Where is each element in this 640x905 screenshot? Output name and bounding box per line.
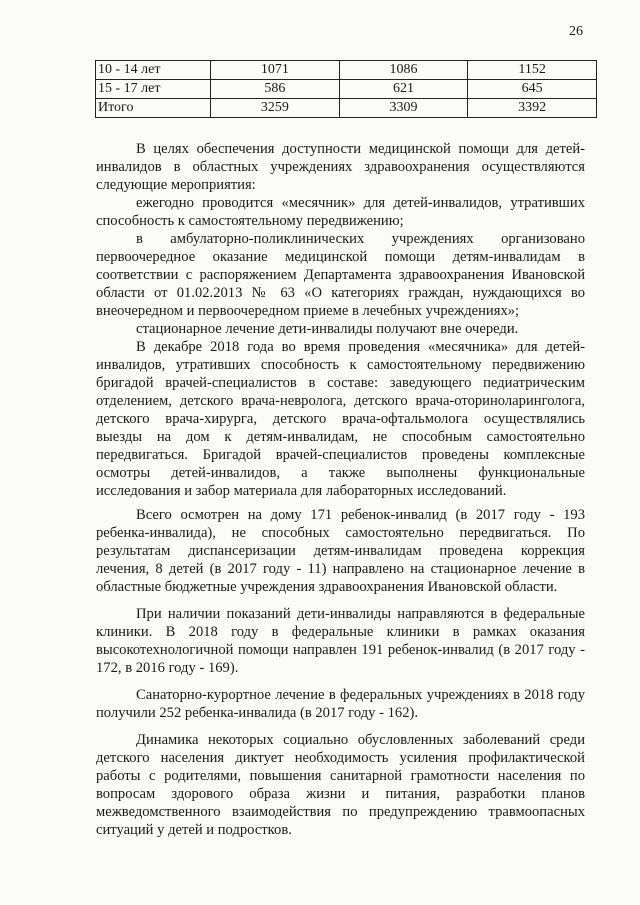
table-cell: 3309 <box>339 99 468 118</box>
paragraph: Динамика некоторых социально обусловленных заболеваний среди детского населения диктует необходимость усиления профилактической работы с родителями, повышения санитарной грамотности населения по вопросам здорового образа жизни и питания, разработки планов межведомственного взаимодействия по предупреждению травмоопасных ситуаций у детей и подростков. <box>96 732 585 838</box>
table-cell: 10 - 14 лет <box>96 61 211 80</box>
paragraph: В декабре 2018 года во время проведения «месячника» для детей-инвалидов, утративших способность к самостоятельному передвижению бригадой врачей-специалистов в составе: заведующего педиатрическим отделением, детского врача-невролога, детского врача-оториноларинголога, детского врача-хирурга, детского врача-офтальмолога осуществлялись выезды на дом к детям-инвалидам, не способным самостоятельно передвигаться. Бригадой врачей-специалистов проведены комплексные осмотры детей-инвалидов, а также выполнены функциональные исследования и забор материала для лабораторных исследований. <box>96 339 585 499</box>
table-cell: 1071 <box>211 61 340 80</box>
body-text <box>96 140 585 839</box>
paragraph: стационарное лечение дети-инвалиды получают вне очереди. <box>136 321 519 337</box>
table-cell: 1152 <box>468 61 597 80</box>
table-cell: 621 <box>339 80 468 99</box>
table-cell: 3392 <box>468 99 597 118</box>
table-cell: 15 - 17 лет <box>96 80 211 99</box>
statistics-table <box>95 60 597 118</box>
paragraph: Всего осмотрен на дому 171 ребенок-инвалид (в 2017 году - 193 ребенка-инвалида), не способных самостоятельно передвигаться. По результатам диспансеризации детям-инвалидам проведена коррекция лечения, 8 детей (в 2017 году - 11) направлено на стационарное лечение в областные бюджетные учреждения здравоохранения Ивановской области. <box>96 507 585 595</box>
table-cell: 586 <box>211 80 340 99</box>
paragraph: В целях обеспечения доступности медицинской помощи для детей-инвалидов в областных учреждениях здравоохранения осуществляются следующие мероприятия: <box>96 141 585 193</box>
paragraph: При наличии показаний дети-инвалиды направляются в федеральные клиники. В 2018 году в федеральные клиники в рамках оказания высокотехнологичной помощи направлен 191 ребенок-инвалид (в 2017 году - 172, в 2016 году - 169). <box>96 606 585 676</box>
table-cell: Итого <box>96 99 211 118</box>
table-cell: 3259 <box>211 99 340 118</box>
paragraph: в амбулаторно-поликлинических учреждениях организовано первоочередное оказание медицинской помощи детям-инвалидам в соответствии с распоряжением Департамента здравоохранения Ивановской области от 01.02.2013 № 63 «О категориях граждан, нуждающихся во внеочередном и первоочередном приеме в лечебных учреждениях»; <box>96 231 585 319</box>
paragraph: Санаторно-курортное лечение в федеральных учреждениях в 2018 году получили 252 ребенка-инвалида (в 2017 году - 162). <box>96 687 585 721</box>
table-row <box>96 99 597 118</box>
table-cell: 645 <box>468 80 597 99</box>
paragraph: ежегодно проводится «месячник» для детей-инвалидов, утративших способность к самостоятельному передвижению; <box>96 195 585 229</box>
page-number: 26 <box>569 24 583 39</box>
table-cell: 1086 <box>339 61 468 80</box>
table-row <box>96 80 597 99</box>
table-row <box>96 61 597 80</box>
